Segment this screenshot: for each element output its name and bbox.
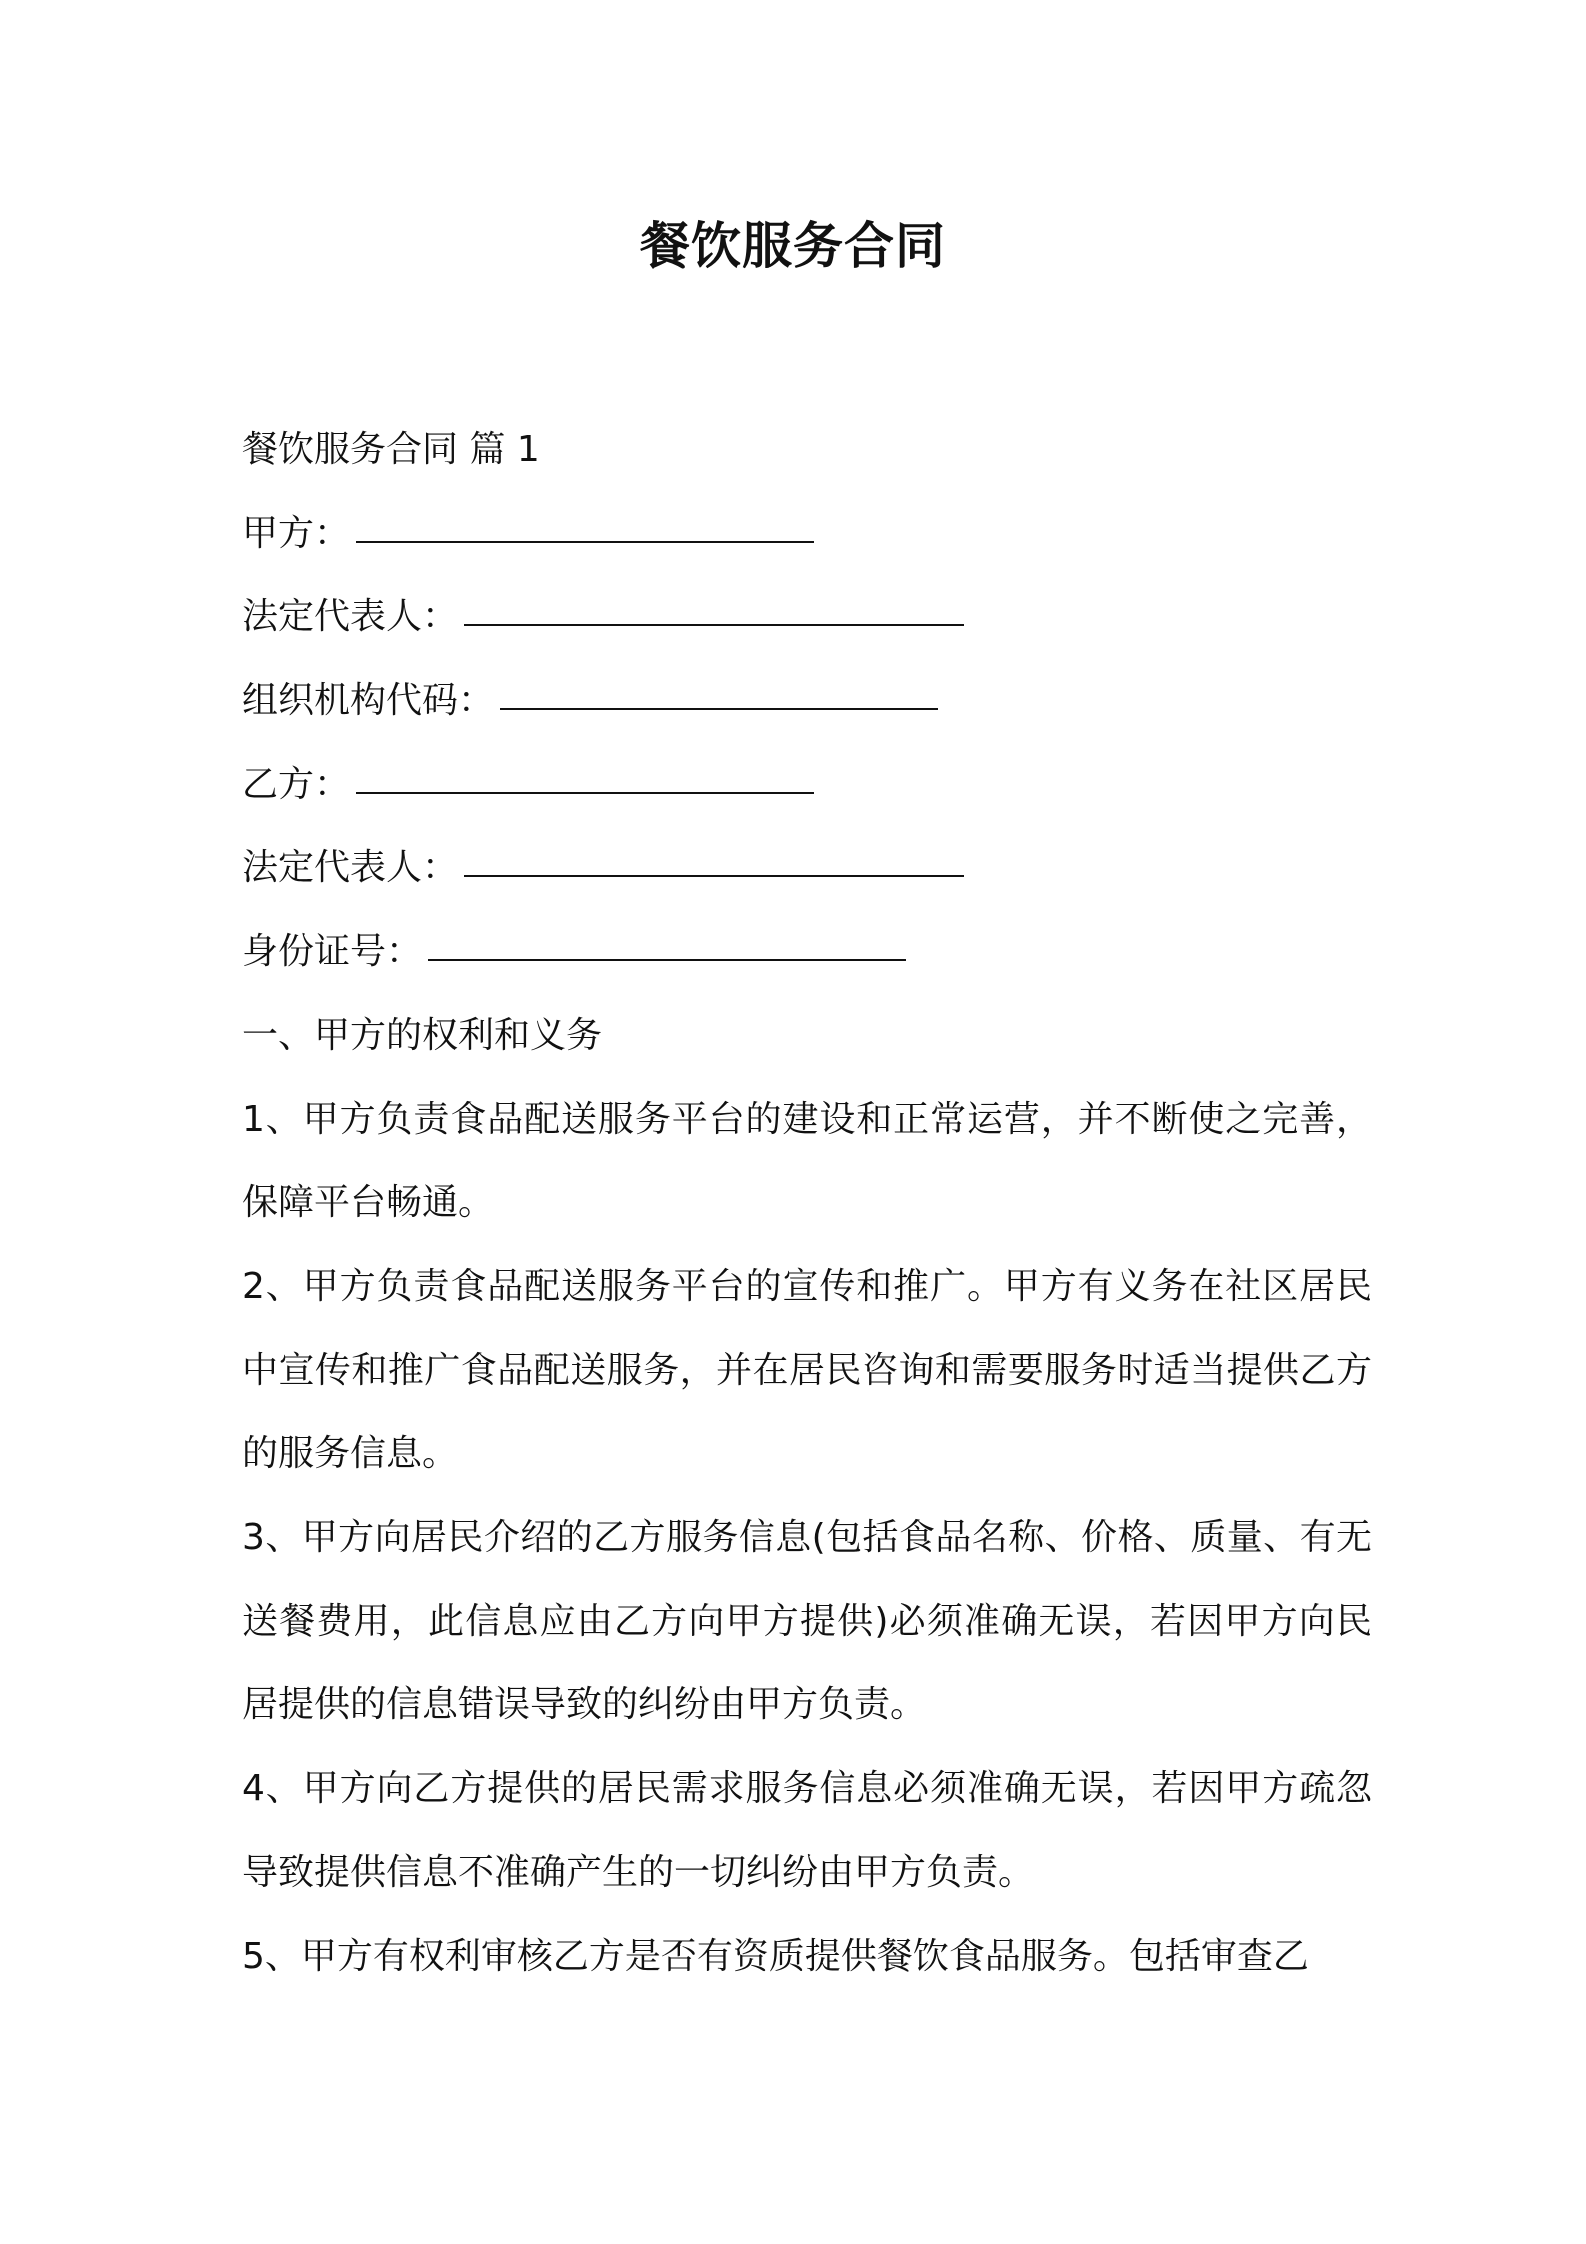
- blank-line: [356, 758, 814, 794]
- document-title: 餐饮服务合同: [640, 217, 946, 275]
- section-heading: 一、甲方的权利和义务: [242, 1014, 603, 1056]
- contract-subtitle: 餐饮服务合同 篇 1: [242, 429, 540, 470]
- blank-line: [464, 841, 964, 877]
- organization-code-field: [242, 659, 1372, 743]
- field-label: 甲方：: [242, 512, 351, 554]
- party-b-representative-field: [242, 826, 1372, 910]
- paragraph-1: 1、甲方负责食品配送服务平台的建设和正常运营，并不断使之完善，保障平台畅通。: [242, 1098, 1372, 1224]
- paragraph-3: 3、甲方向居民介绍的乙方服务信息(包括食品名称、价格、质量、有无送餐费用，此信息应由乙方向甲方提供)必须准确无误，若因甲方向民居提供的信息错误导致的纠纷由甲方负责。: [242, 1517, 1372, 1726]
- field-label: 法定代表人：: [242, 596, 459, 638]
- field-label: 法定代表人：: [242, 847, 459, 889]
- field-label: 组织机构代码：: [242, 680, 495, 722]
- paragraph-2: 2、甲方负责食品配送服务平台的宣传和推广。甲方有义务在社区居民中宣传和推广食品配送服务，并在居民咨询和需要服务时适当提供乙方的服务信息。: [242, 1265, 1372, 1475]
- field-label: 身份证号：: [242, 931, 423, 973]
- blank-line: [464, 590, 964, 626]
- party-a-field: [242, 492, 1372, 576]
- blank-line: [500, 674, 938, 710]
- blank-line: [356, 507, 814, 543]
- party-b-field: [242, 743, 1372, 827]
- paragraph-5: 5、甲方有权利审核乙方是否有资质提供餐饮食品服务。包括审查乙: [242, 1935, 1309, 1977]
- party-a-representative-field: [242, 575, 1372, 659]
- id-number-field: [242, 910, 1372, 994]
- field-label: 乙方：: [242, 763, 351, 805]
- paragraph-4: 4、甲方向乙方提供的居民需求服务信息必须准确无误，若因甲方疏忽导致提供信息不准确产生的一切纠纷由甲方负责。: [242, 1768, 1372, 1893]
- blank-line: [428, 925, 906, 961]
- document-body: [242, 408, 1372, 1998]
